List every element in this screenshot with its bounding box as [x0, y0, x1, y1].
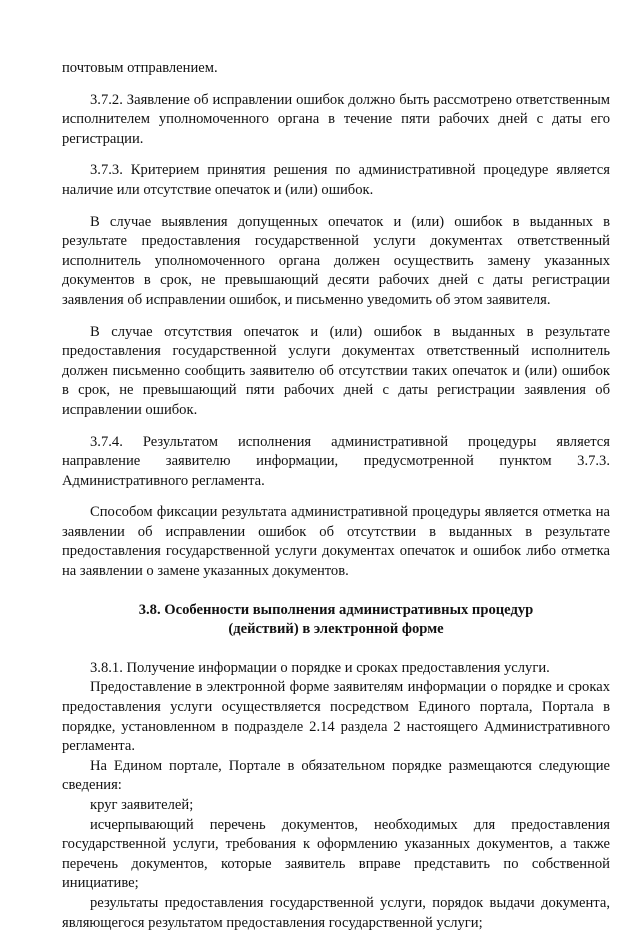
paragraph-3-7-3: 3.7.3. Критерием принятия решения по административной процедуре является наличие или отсутствие опечаток и (или) ошибок.	[62, 162, 610, 198]
section-heading	[62, 601, 610, 640]
paragraph: В случае выявления допущенных опечаток и (или) ошибок в выданных в результате предоставления государственной услуги документах ответственный исполнитель уполномоченного органа должен осуществить замену указанных документов в срок, не превышающий десяти рабочих дней с даты регистрации заявления об исправлении ошибок, и письменно уведомить об этом заявителя.	[62, 213, 610, 308]
list-item: исчерпывающий перечень документов, необходимых для предоставления государственной услуги, требования к оформлению указанных документов, а также перечень документов, которые заявитель вправе представить по собственной инициативе;	[62, 816, 610, 892]
paragraph: почтовым отправлением.	[62, 60, 218, 76]
paragraph-3-7-2: 3.7.2. Заявление об исправлении ошибок должно быть рассмотрено ответственным исполнителем уполномоченного органа в течение пяти рабочих дней с даты его регистрации.	[62, 91, 610, 147]
paragraph-3-8-1: 3.8.1. Получение информации о порядке и сроках предоставления услуги.	[90, 659, 550, 676]
list-item: результаты предоставления государственной услуги, порядок выдачи документа, являющегося результатом предоставления государственной услуги;	[62, 894, 610, 931]
paragraph: В случае отсутствия опечаток и (или) ошибок в выданных в результате предоставления государственной услуги документах ответственный исполнитель должен письменно сообщить заявителю об отсутствии таких опечаток и (или) ошибок в срок, не превышающий пяти рабочих дней с даты регистрации заявления об исправлении ошибок.	[62, 323, 610, 418]
paragraph-3-7-4: 3.7.4. Результатом исполнения административной процедуры является направление заявителю информации, предусмотренной пунктом 3.7.3. Административного регламента.	[62, 433, 610, 489]
document-body	[62, 59, 610, 933]
paragraph: Предоставление в электронной форме заявителям информации о порядке и сроках предоставления услуги осуществляется посредством Единого портала, Портала в порядке, установленном в подразделе 2.14 раздела 2 настоящего Административного регламента.	[62, 679, 610, 755]
section-heading-line: (действий) в электронной форме	[228, 621, 444, 638]
paragraph: На Едином портале, Портале в обязательном порядке размещаются следующие сведения:	[62, 757, 610, 794]
paragraph: Способом фиксации результата административной процедуры является отметка на заявлении об исправлении ошибок об отсутствии в выданных в результате предоставления государственной услуги документах опечаток и ошибок либо отметка на заявлении о замене указанных документов.	[62, 504, 610, 580]
list-item: круг заявителей;	[90, 797, 194, 813]
section-heading-line: 3.8. Особенности выполнения административных процедур	[138, 601, 534, 618]
